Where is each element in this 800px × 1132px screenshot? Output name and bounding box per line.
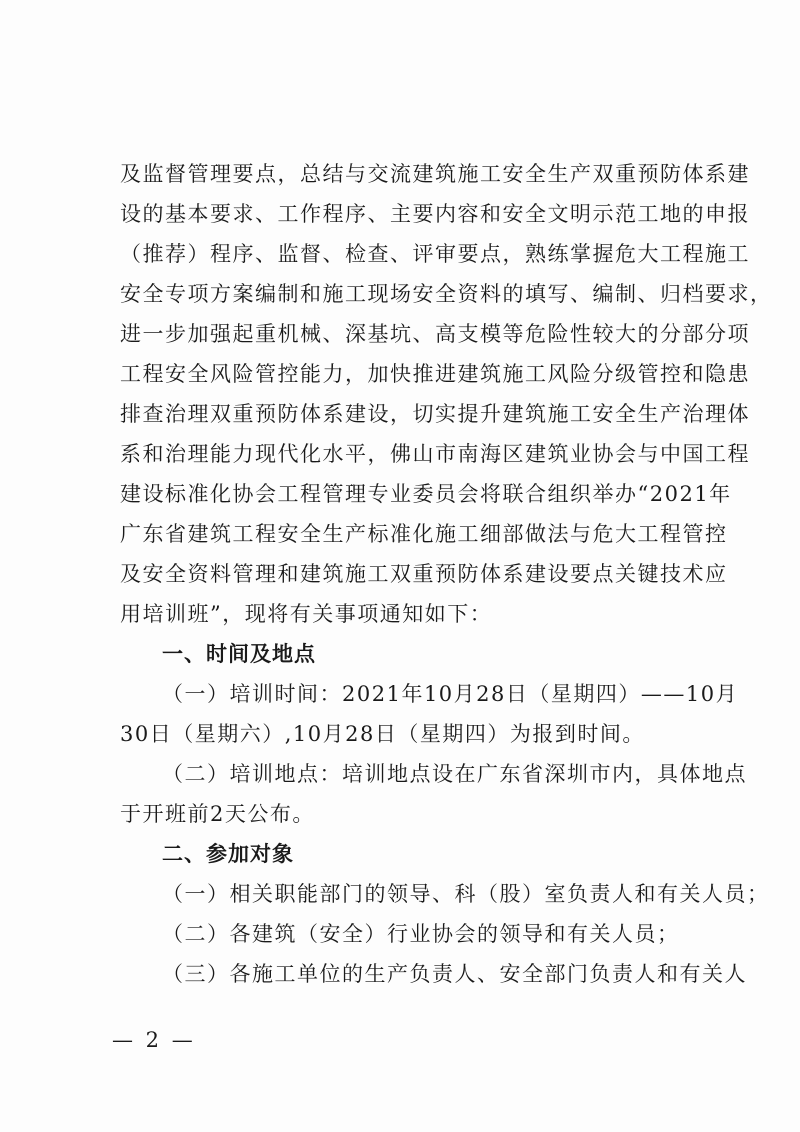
participant-item: （三）各施工单位的生产负责人、安全部门负责人和有关人 xyxy=(162,962,747,986)
section-heading-participants: 二、参加对象 xyxy=(162,842,294,866)
body-text-line: 广东省建筑工程安全生产标准化施工细部做法与危大工程管控 xyxy=(120,522,728,546)
body-text-line: 用培训班”，现将有关事项通知如下： xyxy=(120,602,493,626)
body-text-line: （推荐）程序、监督、检查、评审要点，熟练掌握危大工程施工 xyxy=(120,242,750,266)
participant-item: （二）各建筑（安全）行业协会的领导和有关人员； xyxy=(162,922,680,946)
body-text-line: 排查治理双重预防体系建设，切实提升建筑施工安全生产治理体 xyxy=(120,402,750,426)
body-text-line: 进一步加强起重机械、深基坑、高支模等危险性较大的分部分项 xyxy=(120,322,750,346)
body-text-line: 及监督管理要点，总结与交流建筑施工安全生产双重预防体系建 xyxy=(120,162,750,186)
training-time-line: 30日（星期六）,10月28日（星期四）为报到时间。 xyxy=(120,722,645,746)
body-text-line: 设的基本要求、工作程序、主要内容和安全文明示范工地的申报 xyxy=(120,202,750,226)
training-location-line: （二）培训地点：培训地点设在广东省深圳市内，具体地点 xyxy=(162,762,747,786)
training-time-line: （一）培训时间：2021年10月28日（星期四）——10月 xyxy=(162,682,739,706)
body-text-line: 安全专项方案编制和施工现场安全资料的填写、编制、归档要求， xyxy=(120,282,773,306)
section-heading-time-location: 一、时间及地点 xyxy=(162,642,316,666)
participant-item: （一）相关职能部门的领导、科（股）室负责人和有关人员； xyxy=(162,882,770,906)
body-text-line: 工程安全风险管控能力，加快推进建筑施工风险分级管控和隐患 xyxy=(120,362,750,386)
body-text-line: 建设标准化协会工程管理专业委员会将联合组织举办“2021年 xyxy=(120,482,732,506)
page-number: — 2 — xyxy=(112,1028,196,1052)
body-text-line: 系和治理能力现代化水平，佛山市南海区建筑业协会与中国工程 xyxy=(120,442,750,466)
training-location-line: 于开班前2天公布。 xyxy=(120,802,315,826)
body-text-line: 及安全资料管理和建筑施工双重预防体系建设要点关键技术应 xyxy=(120,562,728,586)
